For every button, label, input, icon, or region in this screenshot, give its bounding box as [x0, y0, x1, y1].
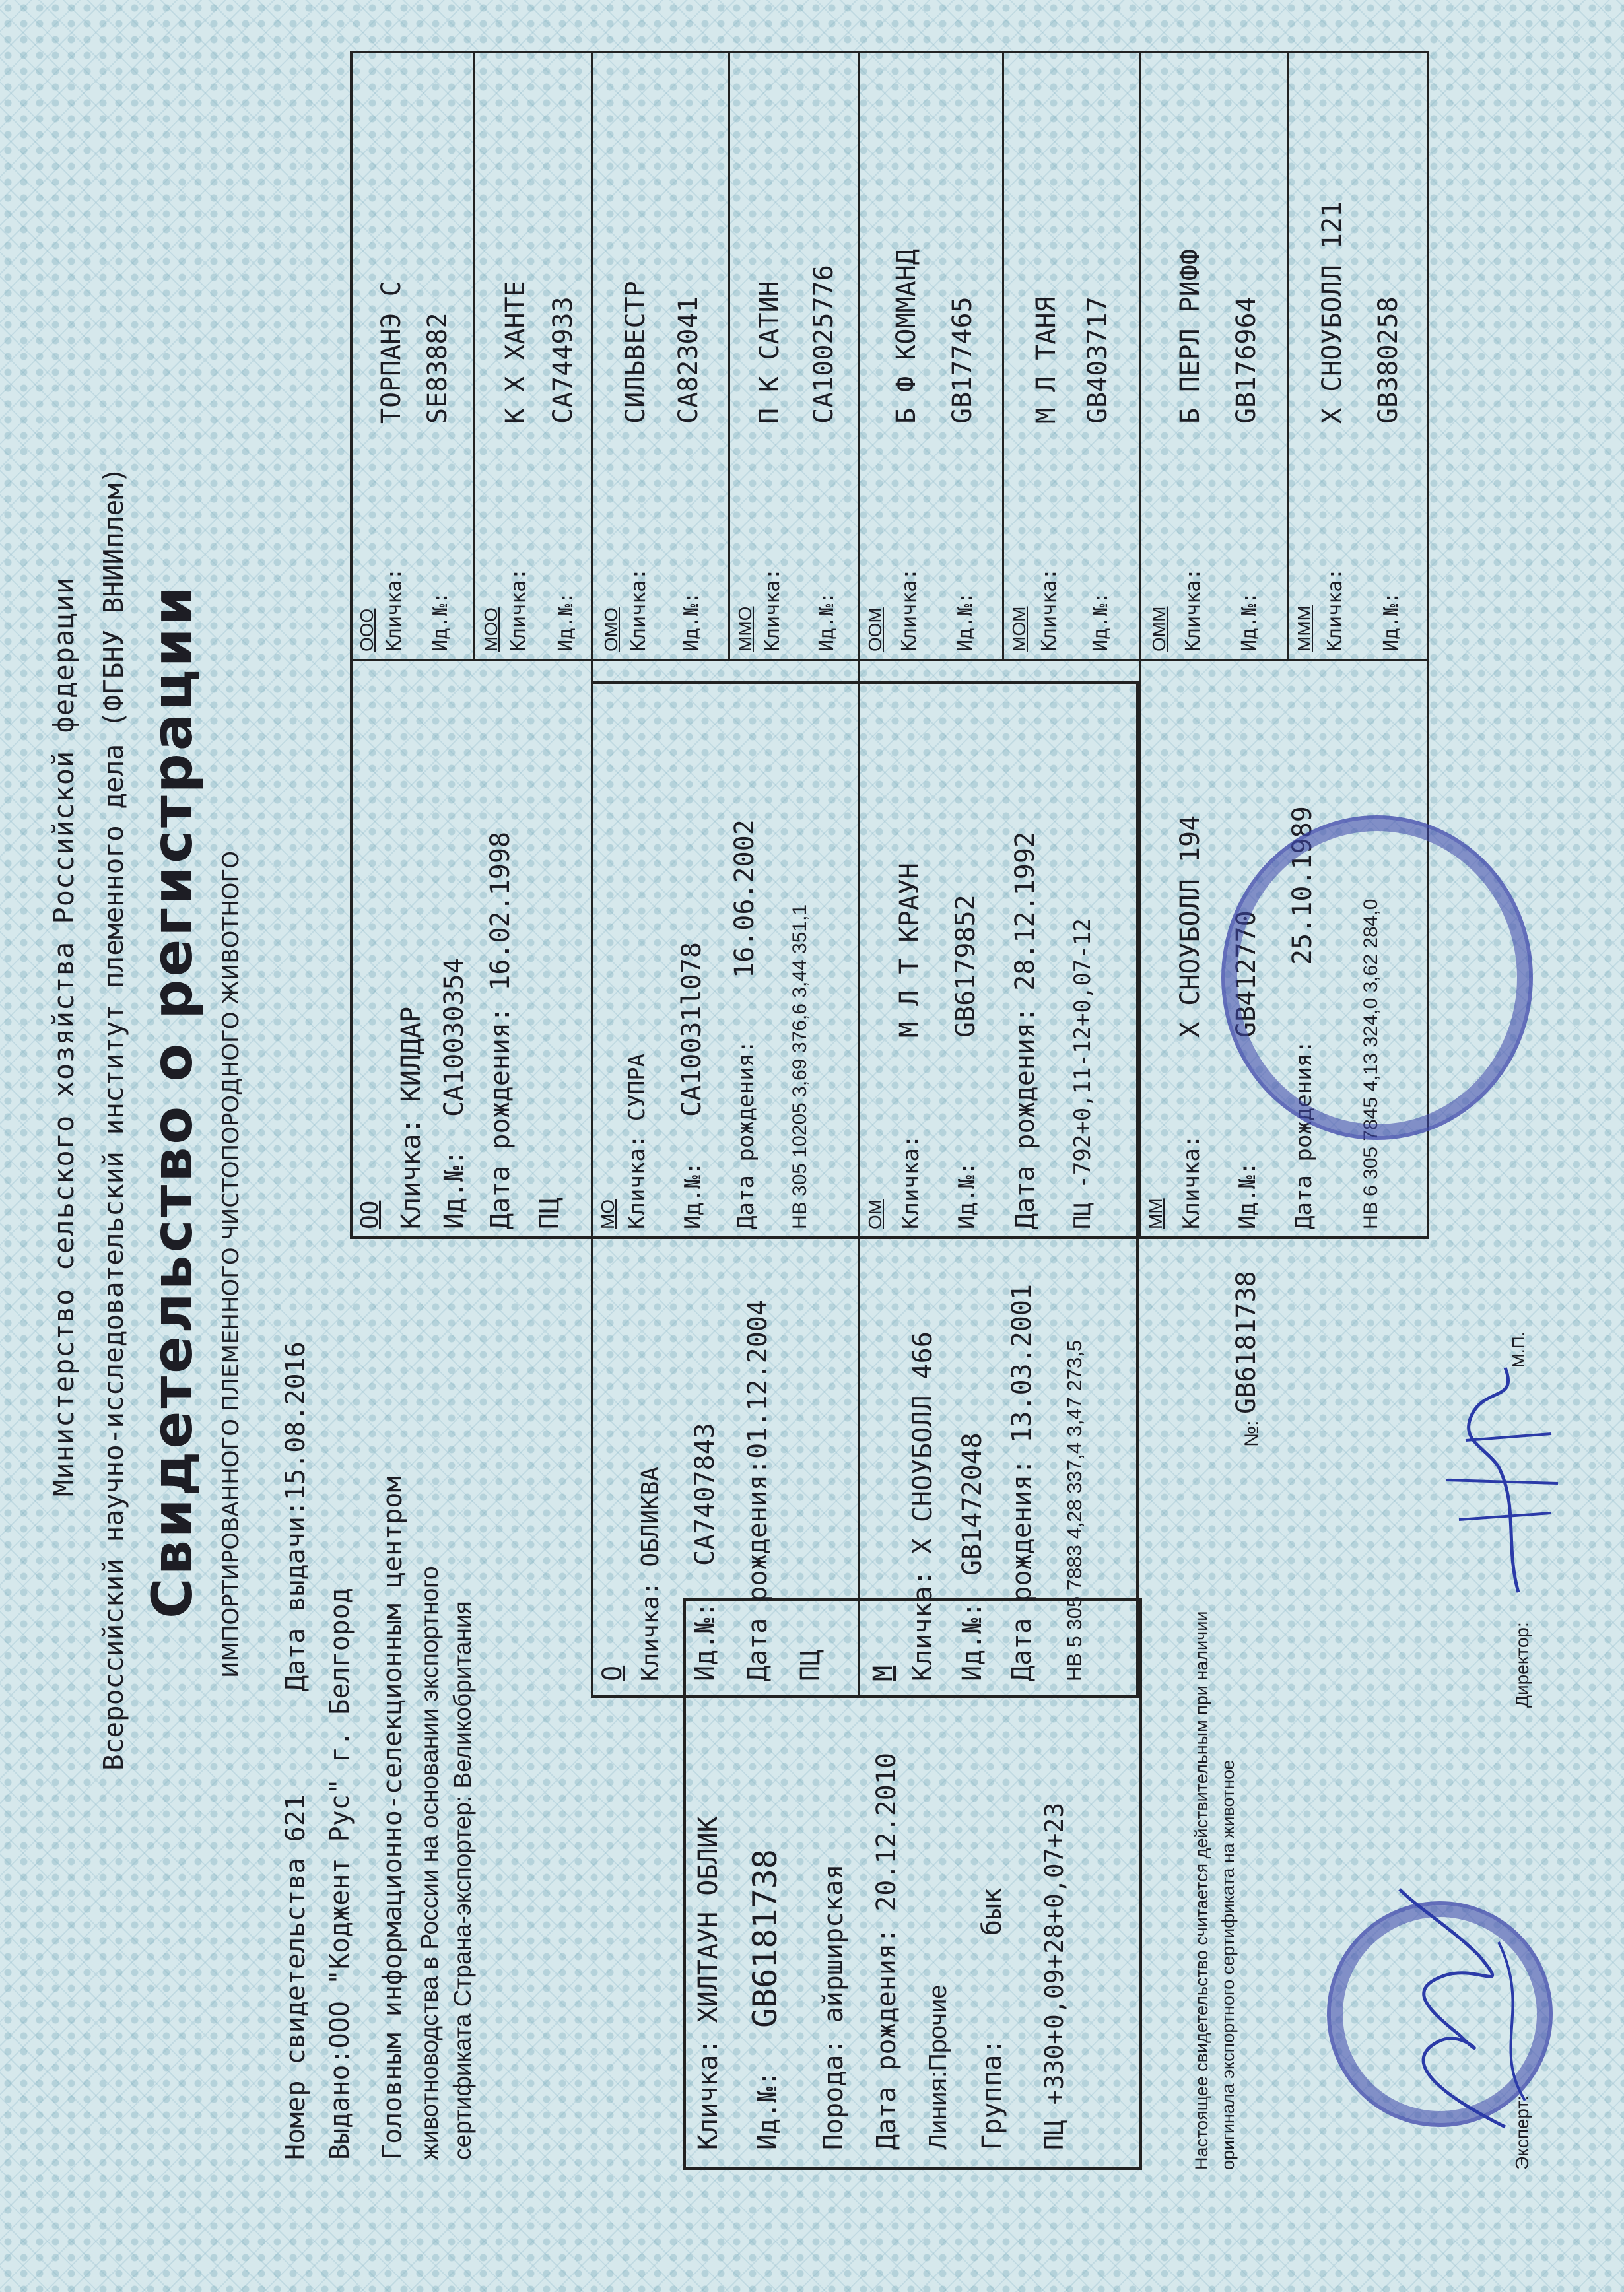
animal-birth: Дата рождения: 20.12.2010 [871, 1752, 902, 2150]
animal-pc: ПЦ +330+0,09+28+0,07+23 [1040, 1802, 1069, 2150]
cert-number: Номер свидетельства 621 [281, 1794, 311, 2160]
expert-signature [1360, 1863, 1558, 2140]
validity-line-2: оригинала экспортного сертификата на животное [1218, 1759, 1238, 2170]
OMO-id-label: Ид.№: [680, 591, 703, 652]
MM-birth-label: Дата рождения: [1291, 1040, 1317, 1229]
MOO-id-label: Ид.№: [555, 591, 578, 652]
code-O: О [597, 1665, 628, 1681]
animal-id-label: Ид.№: [753, 2070, 783, 2150]
OM-birth: Дата рождения: 28.12.1992 [1010, 831, 1040, 1229]
MO-name: Кличка: СУПРА [624, 1053, 650, 1229]
document-title: Свидетельство о регистрации [140, 584, 205, 1619]
OOM-name-label: Кличка: [898, 568, 921, 652]
code-MM: ММ [1145, 1198, 1166, 1229]
director-signature [1419, 1348, 1571, 1599]
OO-pc: ПЦ [535, 1197, 565, 1229]
MOM-id: GB403717 [1083, 296, 1113, 424]
issued-to: Выдано:ООО "Коджент Рус" г. Белгород [325, 1588, 355, 2160]
OO-birth: Дата рождения: 16.02.1998 [485, 831, 516, 1229]
code-MMM: МММ [1294, 605, 1314, 652]
M-name: Кличка: Х СНОУБОЛЛ 466 [908, 1331, 938, 1681]
animal-name: Кличка: ХИЛТАУН ОБЛИК [693, 1816, 724, 2150]
cert-no-label: №: [1241, 1420, 1263, 1447]
M-id: GB1472048 [957, 1432, 988, 1576]
OM-name: М Л Т КРАУН [895, 863, 925, 1038]
MMO-id: CA10025776 [809, 265, 839, 424]
OOM-name: Б Ф КОММАНД [891, 249, 922, 424]
issue-date: Дата выдачи:15.08.2016 [281, 1341, 311, 1691]
MM-id: GB412770 [1231, 910, 1262, 1038]
MM-id-label: Ид.№: [1235, 1161, 1261, 1229]
code-MMO: ММО [735, 606, 755, 652]
MMM-name: Х СНОУБОЛЛ 121 [1317, 201, 1347, 424]
MOM-id-label: Ид.№: [1089, 591, 1112, 652]
ministry-line: Министерство сельского хозяйства Российской федерации [48, 576, 80, 1497]
OM-pc: ПЦ -792+0,11-12+0,07-12 [1069, 918, 1096, 1229]
MM-name-label: Кличка: [1178, 1134, 1205, 1229]
expert-label: Эксперт: [1512, 2095, 1532, 2170]
M-hb: НВ 5 305 7883 4,28 337,4 3,47 273,5 [1063, 1339, 1086, 1681]
animal-line: Линия:Прочие [924, 1984, 952, 2150]
official-seal [1221, 815, 1533, 1140]
OMM-name: Б ПЕРЛ РИФФ [1175, 249, 1205, 424]
OOO-name-label: Кличка: [383, 568, 406, 652]
director-label: Директор: [1512, 1622, 1532, 1708]
O-id-label: Ид.№: [690, 1601, 720, 1681]
MMM-name-label: Кличка: [1324, 568, 1347, 652]
validity-line-1: Настоящее свидетельство считается действительным при наличии [1192, 1611, 1211, 2170]
MM-hb: НВ 6 305 7845 4,13 324,0 3,62 284,0 [1360, 898, 1382, 1229]
MMM-id-label: Ид.№: [1380, 591, 1403, 652]
MO-birth: 16.06.2002 [729, 819, 760, 978]
MMO-name: П К САТИН [755, 281, 785, 424]
animal-breed: Порода: айрширская [819, 1864, 849, 2150]
OO-id-label: Ид.№: [439, 1149, 469, 1229]
code-OM: ОМ [865, 1199, 885, 1229]
O-name: Кличка: ОБЛИКВА [637, 1466, 664, 1681]
O-birth: Дата рождения:01.12.2004 [743, 1300, 773, 1681]
OOO-id: SE83882 [423, 312, 453, 424]
center-line-2: животноводства в России на основании экспортного [416, 1566, 443, 2160]
center-line-3: сертификата Страна-экспортер: Великобритания [449, 1601, 476, 2160]
OMO-name-label: Кличка: [627, 568, 650, 652]
MMM-id: GB380258 [1373, 296, 1404, 424]
MO-id-label: Ид.№: [680, 1161, 706, 1229]
OM-id: GB6179852 [951, 894, 981, 1038]
MO-hb: НВ 305 10205 3,69 376,6 3,44 351,1 [789, 904, 811, 1229]
OOM-id: GB177465 [947, 296, 978, 424]
O-pc: ПЦ [795, 1649, 826, 1681]
OO-id: CA10030354 [439, 958, 469, 1117]
OOO-id-label: Ид.№: [429, 591, 452, 652]
code-OO: ОО [356, 1200, 384, 1229]
OO-name: Кличка: КИЛДАР [396, 1006, 426, 1229]
code-OMO: ОМО [601, 607, 621, 652]
OMO-id: CA823041 [673, 296, 704, 424]
O-id: CA7407843 [690, 1423, 720, 1566]
code-OMM: ОММ [1149, 606, 1169, 652]
code-MOM: МОМ [1009, 606, 1029, 652]
MOO-id: CA744933 [548, 296, 578, 424]
MOO-name: К Х ХАНТЕ [500, 281, 531, 424]
animal-group: бык [977, 1887, 1007, 1936]
code-OOM: ООМ [865, 607, 885, 652]
MOM-name: М Л ТАНЯ [1031, 296, 1062, 424]
code-MO: МО [597, 1199, 618, 1229]
document-subtitle: ИМПОРТИРОВАННОГО ПЛЕМЕННОГО ЧИСТОПОРОДНОГО ЖИВОТНОГО [218, 850, 244, 1678]
MMO-name-label: Кличка: [761, 568, 784, 652]
MM-birth: 25.10.1989 [1287, 806, 1318, 965]
OM-name-label: Кличка: [898, 1134, 924, 1229]
MMO-id-label: Ид.№: [815, 591, 838, 652]
institute-line: Всероссийский научно-исследовательский институт племенного дела (ФГБНУ ВНИИплем) [98, 467, 129, 1770]
MOO-name-label: Кличка: [507, 568, 530, 652]
mp-label: М.П. [1508, 1331, 1528, 1368]
code-OOO: ООО [356, 608, 377, 652]
MOM-name-label: Кличка: [1038, 568, 1061, 652]
M-birth: Дата рождения: 13.03.2001 [1007, 1283, 1037, 1681]
OM-id-label: Ид.№: [954, 1161, 980, 1229]
MM-name: Х СНОУБОЛЛ 194 [1175, 815, 1205, 1038]
OMM-id-label: Ид.№: [1238, 591, 1261, 652]
code-M: М [868, 1665, 898, 1681]
animal-id: GB6181738 [746, 1849, 784, 2028]
MO-id: CA10031l078 [677, 942, 707, 1117]
OMM-name-label: Кличка: [1182, 568, 1205, 652]
OOM-id-label: Ид.№: [954, 591, 977, 652]
M-id-label: Ид.№: [957, 1601, 988, 1681]
OMO-name: СИЛЬВЕСТР [621, 281, 651, 424]
cert-no: GB6181738 [1231, 1271, 1262, 1414]
animal-group-label: Группа: [977, 2039, 1007, 2150]
code-MOO: МОО [481, 607, 501, 652]
center-line-1: Головным информационно-селекционным центром [378, 1476, 408, 2160]
OMM-id: GB176964 [1231, 296, 1262, 424]
OOO-name: ТОРПАНЭ С [376, 281, 407, 424]
MO-birth-label: Дата рождения: [733, 1040, 759, 1229]
